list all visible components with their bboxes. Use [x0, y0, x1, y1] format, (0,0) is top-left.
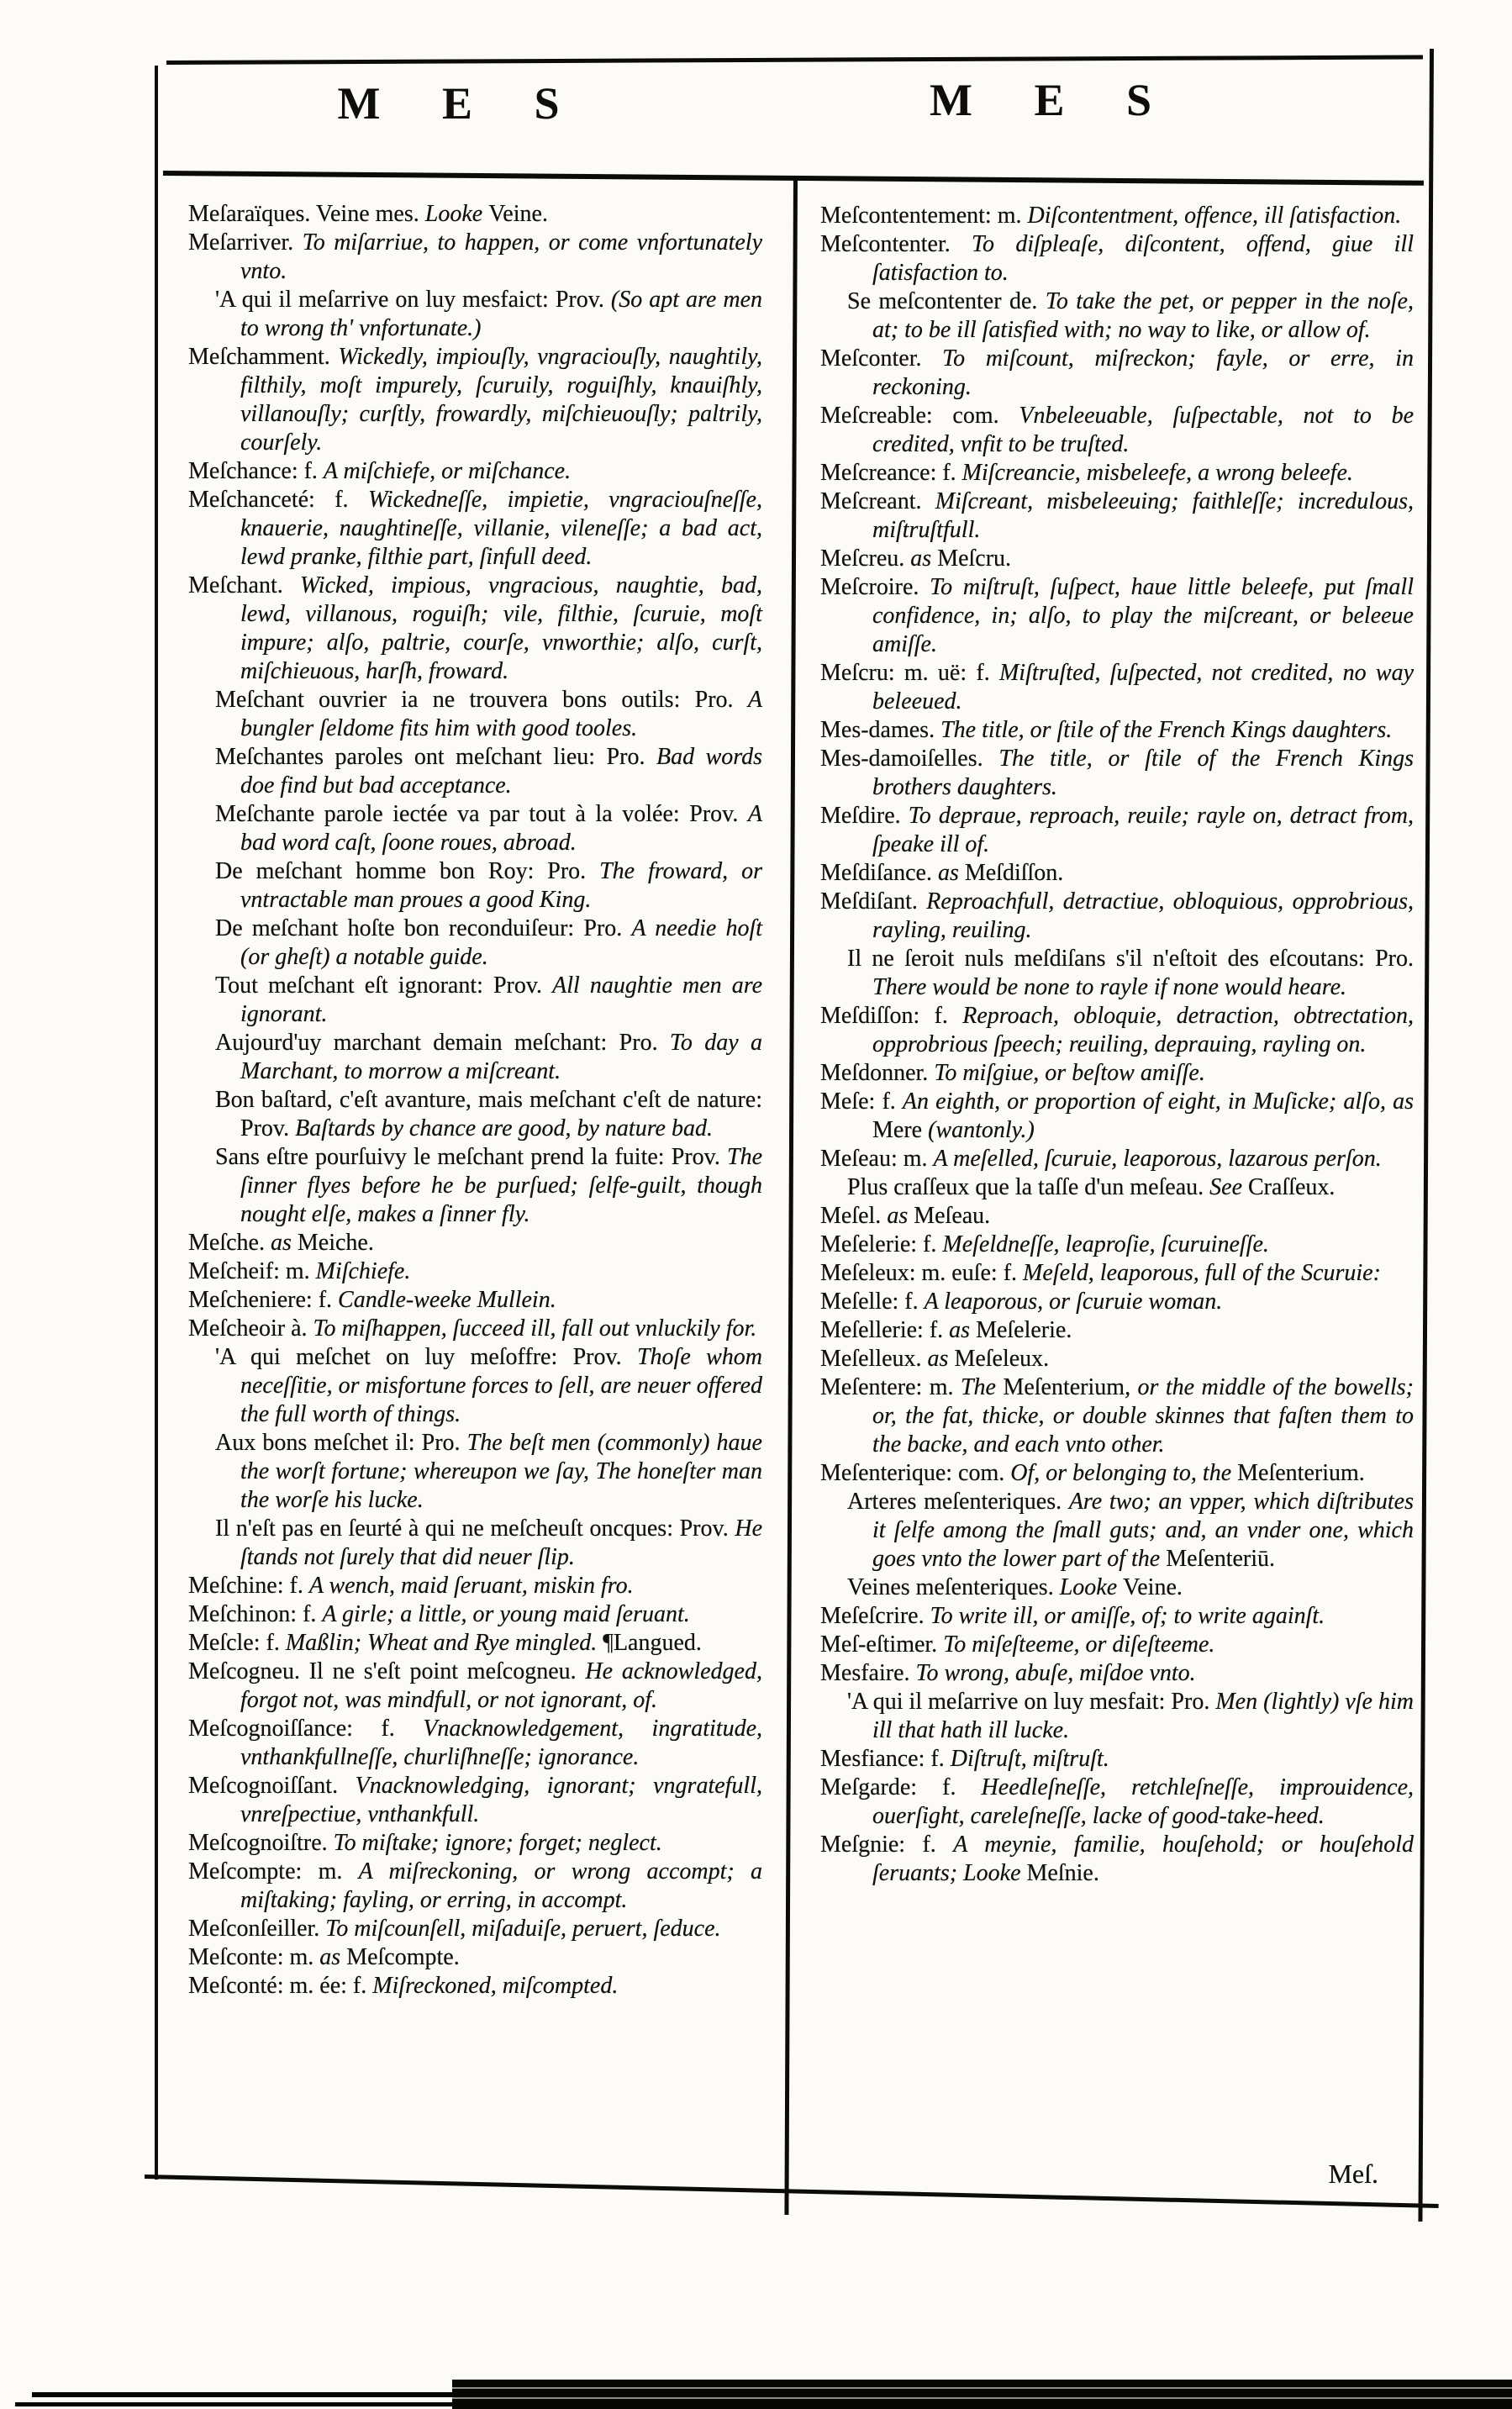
dictionary-subentry [188, 1429, 762, 1515]
entry-headword-text: Meſchinon: f. [188, 1601, 323, 1627]
entry-gloss-text: Thoſe whom neceſſitie, or misfortune forces to ſell, are neuer offered the full worth of things. [240, 1344, 762, 1427]
entry-gloss-text: He acknowledged, forgot not, was mindfull, or not ignorant, of. [240, 1658, 762, 1713]
entry-headword-text: Meſcheif: m. [188, 1258, 316, 1284]
entry-headword-text: Meſcreable: com. [820, 403, 1019, 429]
running-head-right: M E S [929, 75, 1177, 125]
entry-headword-text: Meſchant ouvrier ia ne trouvera bons outils: Pro. [215, 687, 748, 713]
entry-gloss-text: Miſcreant, misbeleeuing; faithleſſe; incredulous, miſtruſtfull. [872, 488, 1414, 543]
entry-gloss-text: He ſtands not ſurely that did neuer ſlip. [240, 1516, 762, 1570]
entry-gloss-text: , or the middle of the bowells; or, the fat, thicke, or double skinnes that faſten them to the backe, and each vnto other. [872, 1374, 1414, 1458]
entry-gloss-text: There would be none to rayle if none would heare. [872, 974, 1347, 1000]
entry-headword-text: Meſchance: f. [188, 458, 324, 484]
dictionary-subentry [820, 287, 1414, 345]
entry-gloss-text: Wicked, impious, vngracious, naughtie, bad, lewd, villanous, roguiſh; vile, filthie, ſcuruie, moſt impure; alſo, paltrie, courſe, vnworthie; alſo, curſt, miſchieuous, harſh, froward. [240, 572, 762, 684]
dictionary-column-right [820, 202, 1414, 1888]
dictionary-entry [188, 1943, 762, 1972]
dictionary-entry [188, 200, 762, 229]
dictionary-entry [820, 1745, 1414, 1774]
entry-headword-text: Meſcognoiſſant. [188, 1773, 356, 1799]
dictionary-entry [188, 1972, 762, 2000]
entry-headword-text: Meſenteriū. [1166, 1546, 1276, 1572]
entry-headword-text: Meſcroire. [820, 574, 930, 600]
entry-gloss-text: Vnacknowledging, ignorant; vngratefull, vnreſpectiue, vnthankfull. [240, 1773, 762, 1827]
dictionary-entry [820, 745, 1414, 802]
entry-gloss-text: Bad words doe find but bad acceptance. [240, 744, 762, 799]
dictionary-entry [820, 716, 1414, 745]
entry-headword-text: 'A qui meſchet on luy meſoffre: Prov. [215, 1344, 637, 1370]
entry-headword-text: Meſdiſance. [820, 860, 938, 886]
scan-artifact-line [32, 2392, 452, 2397]
dictionary-entry [188, 1658, 762, 1715]
entry-gloss-text: The froward, or vntractable man proues a good King. [240, 858, 762, 913]
entry-headword-text: Meſnie. [1026, 1860, 1099, 1886]
entry-gloss-text: as [937, 860, 965, 886]
dictionary-entry [820, 1145, 1414, 1173]
dictionary-entry [820, 802, 1414, 859]
entry-gloss-text: as [887, 1203, 914, 1229]
dictionary-entry [820, 659, 1414, 716]
entry-headword-text: Meiche. [297, 1230, 374, 1256]
entry-headword-text: De meſchant homme bon Roy: Pro. [215, 858, 600, 884]
entry-headword-text: Meſchamment. [188, 344, 339, 370]
entry-headword-text: Meſcle: f. [188, 1630, 286, 1656]
entry-headword-text: Meſche. [188, 1230, 271, 1256]
dictionary-entry [188, 1715, 762, 1772]
entry-gloss-text: To miſtruſt, ſuſpect, haue little beleefe, put ſmall confidence, in; alſo, to play the miſcreant, or beleeue amiſſe. [872, 574, 1414, 657]
entry-headword-text: Tout meſchant eſt ignorant: Prov. [215, 973, 553, 999]
entry-gloss-text: See [1209, 1174, 1248, 1200]
dictionary-entry [188, 1915, 762, 1943]
entry-headword-text: Meſel. [820, 1203, 888, 1229]
entry-headword-text: Meſcreance: f. [820, 460, 962, 486]
entry-gloss-text: Diſcontentment, offence, ill ſatisfaction. [1027, 203, 1402, 229]
dictionary-entry [188, 1257, 762, 1286]
entry-headword-text: Meſcheniere: f. [188, 1287, 339, 1313]
dictionary-entry [820, 1373, 1414, 1459]
entry-headword-text: Meſdonner. [820, 1060, 935, 1086]
frame-top-rule [166, 55, 1423, 65]
entry-gloss-text: To miſcounſell, miſaduiſe, peruert, ſeduce. [325, 1916, 721, 1942]
entry-headword-text: Meſcreant. [820, 488, 935, 514]
entry-gloss-text: Wickedneſſe, impietie, vngraciouſneſſe, knauerie, naughtineſſe, villanie, vileneſſe; a bad act, lewd pranke, filthie part, ſinfull deed. [240, 487, 762, 570]
dictionary-subentry [188, 1029, 762, 1086]
entry-headword-text: Meſcheoir à. [188, 1315, 313, 1342]
dictionary-entry [188, 1829, 762, 1858]
entry-gloss-text: Vnacknowledgement, ingratitude, vnthankfullneſſe, churliſhneſſe; ignorance. [240, 1716, 762, 1770]
entry-headword-text: Meſgarde: f. [820, 1774, 982, 1800]
entry-headword-text: Meſcognoiſſance: f. [188, 1716, 424, 1742]
entry-headword-text: Aux bons meſchet il: Pro. [215, 1430, 467, 1456]
dictionary-entry [820, 1345, 1414, 1373]
dictionary-entry [820, 459, 1414, 488]
entry-headword-text: Meſcreu. [820, 546, 911, 572]
entry-gloss-text: Reproach, obloquie, detraction, obtrectation, opprobrious ſpeech; reuiling, deprauing, rayling on. [872, 1003, 1414, 1057]
entry-gloss-text: Vnbeleeuable, ſuſpectable, not to be credited, vnfit to be truſted. [872, 403, 1415, 457]
entry-headword-text: Meſchant. [188, 572, 301, 598]
entry-gloss-text: All naughtie men are ignorant. [240, 973, 763, 1027]
entry-gloss-text: as [927, 1346, 955, 1372]
entry-headword-text: Mesfaire. [820, 1660, 916, 1686]
entry-headword-text: Meſcontenter. [820, 231, 972, 257]
frame-right-rule [1418, 49, 1434, 2222]
entry-gloss-text: The beſt men (commonly) haue the worſt fortune; whereupon we ſay, The honeſter man the worſe his lucke. [240, 1430, 762, 1513]
entry-gloss-text: To take the pet, or pepper in the noſe, at; to be ill ſatisfied with; no way to like, or allow of. [872, 288, 1414, 343]
entry-headword-text: Meſchantes paroles ont meſchant lieu: Pro. [215, 744, 656, 770]
entry-headword-text: Meſchante parole iectée va par tout à la volée: Prov. [215, 801, 748, 827]
entry-headword-text: Meſdire. [820, 803, 909, 829]
entry-headword-text: Se meſcontenter de. [847, 288, 1046, 314]
entry-headword-text: Sans eſtre pourſuivy le meſchant prend la fuite: Prov. [215, 1144, 727, 1170]
entry-gloss-text: To miſhappen, ſucceed ill, fall out vnluckily for. [313, 1315, 757, 1342]
dictionary-subentry [188, 1086, 762, 1143]
entry-headword-text: Mes-dames. [820, 717, 941, 743]
entry-headword-text: Il ne ſeroit nuls meſdiſans s'il n'eſtoit des eſcoutans: Pro. [847, 946, 1414, 972]
dictionary-entry [820, 888, 1414, 945]
dictionary-subentry [188, 286, 762, 343]
dictionary-entry [188, 1229, 762, 1257]
entry-headword-text: Mesfiance: f. [820, 1746, 951, 1772]
entry-gloss-text: To miſarriue, to happen, or come vnfortunately vnto. [240, 229, 762, 284]
dictionary-subentry [188, 1143, 762, 1229]
entry-headword-text: Meſeleux: m. euſe: f. [820, 1260, 1024, 1286]
entry-headword-text: Meſchine: f. [188, 1573, 309, 1599]
entry-gloss-text: To miſgiue, or beſtow amiſſe. [934, 1060, 1205, 1086]
entry-headword-text: Meſdiſant. [820, 888, 927, 915]
dictionary-entry [820, 545, 1414, 573]
dictionary-entry [188, 572, 762, 686]
dictionary-entry [188, 1572, 762, 1600]
entry-gloss-text: Are two; an vpper, which diſtributes it ſelfe among the ſmall guts; and, an vnder one, which goes vnto the lower part of the [872, 1489, 1414, 1572]
entry-headword-text: Meſeau. [914, 1203, 991, 1229]
dictionary-entry [820, 1088, 1414, 1145]
dictionary-entry [820, 1659, 1414, 1688]
dictionary-entry [820, 1002, 1414, 1059]
entry-gloss-text: To wrong, abuſe, miſdoe vnto. [915, 1660, 1196, 1686]
dictionary-entry [188, 1600, 762, 1629]
dictionary-entry [820, 1202, 1414, 1231]
entry-gloss-text: Miſtruſted, ſuſpected, not credited, no way beleeued. [872, 660, 1414, 714]
entry-gloss-text: To write ill, or amiſſe, of; to write againſt. [930, 1603, 1325, 1629]
entry-gloss-text: A miſchiefe, or miſchance. [323, 458, 572, 484]
dictionary-subentry [188, 800, 762, 857]
entry-gloss-text: A bad word caſt, ſoone roues, abroad. [240, 801, 762, 856]
entry-headword-text: Meſcogneu. Il ne s'eſt point meſcogneu. [188, 1658, 586, 1684]
entry-gloss-text: To miſcount, miſreckon; fayle, or erre, in reckoning. [872, 345, 1414, 400]
entry-headword-text: Veine. [1123, 1574, 1183, 1600]
dictionary-entry [820, 1602, 1414, 1631]
entry-headword-text: Meſ-eſtimer. [820, 1631, 944, 1658]
dictionary-entry [188, 1629, 762, 1658]
catchword: Meſ. [1328, 2159, 1378, 2189]
dictionary-subentry [820, 1688, 1414, 1745]
entry-headword-text: ¶Langued. [603, 1630, 702, 1656]
entry-gloss-text: Wickedly, impiouſly, vngraciouſly, naughtily, filthily, moſt impurely, ſcuruily, roguiſhly, knauiſhly, villanouſly; curſtly, frowardly, miſchieuouſly; paltrily, courſely. [240, 344, 762, 456]
dictionary-entry [820, 1316, 1414, 1345]
entry-headword-text: 'A qui il meſarrive on luy mesfait: Pro. [847, 1689, 1216, 1715]
entry-headword-text: Bon baſtard, c'eſt avanture, mais meſchant c'eſt de nature: Prov. [215, 1087, 762, 1141]
dictionary-entry [188, 1858, 762, 1915]
entry-headword-text: Meſcompte. [346, 1944, 460, 1970]
dictionary-entry [188, 343, 762, 457]
dictionary-entry [820, 1231, 1414, 1259]
entry-gloss-text: A bungler ſeldome fits him with good tooles. [240, 687, 762, 741]
entry-headword-text: Meſellerie: f. [820, 1317, 950, 1343]
dictionary-entry [820, 402, 1414, 459]
dictionary-subentry [820, 1173, 1414, 1202]
dictionary-entry [820, 1259, 1414, 1288]
entry-gloss-text: Baſtards by chance are good, by nature bad. [295, 1115, 713, 1141]
entry-headword-text: Meſcontentement: m. [820, 203, 1028, 229]
entry-headword-text: Meſdiſſon: f. [820, 1003, 963, 1029]
running-head-left: M E S [337, 78, 585, 129]
entry-gloss-text: Miſcreancie, misbeleefe, a wrong beleefe. [961, 460, 1353, 486]
entry-gloss-text: Reproachfull, detractiue, obloquious, opprobrious, rayling, reuiling. [872, 888, 1414, 943]
entry-gloss-text: Candle-weeke Mullein. [338, 1287, 556, 1313]
entry-gloss-text: Maßlin; Wheat and Rye mingled. [285, 1630, 603, 1656]
entry-headword-text: Veines meſenteriques. [847, 1574, 1060, 1600]
entry-headword-text: Meſe: f. [820, 1089, 903, 1115]
entry-gloss-text: To miſtake; ignore; forget; neglect. [333, 1830, 662, 1856]
dictionary-entry [188, 486, 762, 572]
dictionary-subentry [188, 857, 762, 915]
entry-headword-text: Meſcru. [937, 546, 1012, 572]
dictionary-subentry [188, 915, 762, 972]
dictionary-subentry [820, 1573, 1414, 1602]
dictionary-subentry [188, 972, 762, 1029]
entry-headword-text: Veine. [488, 201, 548, 227]
entry-gloss-text: Looke [1059, 1574, 1124, 1600]
entry-gloss-text: Men (lightly) vſe him ill that hath ill lucke. [872, 1689, 1414, 1743]
entry-headword-text: Meſeau: m. [820, 1146, 934, 1172]
dictionary-subentry [188, 743, 762, 800]
dictionary-column-left [188, 200, 762, 2000]
entry-headword-text: Meſelleux. [820, 1346, 928, 1372]
dictionary-subentry [820, 945, 1414, 1002]
entry-gloss-text: The title, or ſtile of the French Kings brothers daughters. [872, 746, 1415, 800]
entry-headword-text: Craſſeux. [1248, 1174, 1336, 1200]
dictionary-subentry [820, 1488, 1414, 1573]
entry-headword-text: Meſelerie. [976, 1317, 1072, 1343]
entry-gloss-text: To diſpleaſe, diſcontent, offend, giue ill ſatisfaction to. [872, 231, 1414, 286]
entry-gloss-text: as [270, 1230, 298, 1256]
entry-gloss-text: A meynie, familie, houſehold; or houſehold ſeruants; Looke [872, 1832, 1414, 1886]
dictionary-entry [188, 1315, 762, 1343]
dictionary-subentry [188, 1343, 762, 1429]
entry-headword-text: Il n'eſt pas en ſeurté à qui ne meſcheuſt oncques: Prov. [215, 1516, 735, 1542]
dictionary-entry [820, 1288, 1414, 1316]
scan-artifact-line [15, 2402, 454, 2406]
entry-gloss-text: Of, or belonging to, the [1010, 1460, 1238, 1486]
entry-gloss-text: Diſtruſt, miſtruſt. [950, 1746, 1109, 1772]
dictionary-entry [820, 230, 1414, 287]
entry-gloss-text: To depraue, reproach, reuile; rayle on, detract from, ſpeake ill of. [872, 803, 1414, 857]
entry-headword-text: Meſconte: m. [188, 1944, 320, 1970]
dictionary-subentry [188, 686, 762, 743]
dictionary-entry [820, 1459, 1414, 1488]
entry-headword-text: Arteres meſenteriques. [847, 1489, 1069, 1515]
dictionary-entry [820, 859, 1414, 888]
entry-headword-text: Meſconté: m. ée: f. [188, 1973, 373, 1999]
entry-headword-text: Meſcompte: m. [188, 1858, 359, 1885]
scan-artifact-block [452, 2380, 1512, 2409]
entry-gloss-text: (So apt are men to wrong th' vnfortunate.) [240, 287, 762, 341]
dictionary-entry [820, 488, 1414, 545]
dictionary-entry [188, 1286, 762, 1315]
entry-gloss-text: Miſreckoned, miſcompted. [372, 1973, 619, 1999]
entry-headword-text: Mere [872, 1117, 929, 1143]
dictionary-entry [820, 1059, 1414, 1088]
entry-headword-text: 'A qui il meſarrive on luy mesfaict: Prov. [215, 287, 611, 313]
entry-gloss-text: A needie hoſt (or gheſt) a notable guide. [240, 915, 763, 970]
entry-headword-text: Meſenterium. [1237, 1460, 1365, 1486]
entry-gloss-text: The title, or ſtile of the French Kings daughters. [940, 717, 1393, 743]
entry-headword-text: Meſcognoiſtre. [188, 1830, 334, 1856]
entry-headword-text: Meſdiſſon. [964, 860, 1064, 886]
entry-headword-text: Mes-damoiſelles. [820, 746, 999, 772]
entry-headword-text: Meſconter. [820, 345, 943, 372]
dictionary-entry [820, 1831, 1414, 1888]
dictionary-entry [820, 573, 1414, 659]
entry-headword-text: Meſeleux. [954, 1346, 1050, 1372]
entry-gloss-text: Meſeld, leaporous, full of the Scuruie: [1023, 1260, 1381, 1286]
entry-gloss-text: The [960, 1374, 1004, 1400]
dictionary-entry [188, 1772, 762, 1829]
entry-gloss-text: Heedleſneſſe, retchleſneſſe, improuidence, ouerſight, careleſneſſe, lacke of good-take-heed. [872, 1774, 1414, 1829]
entry-headword-text: De meſchant hoſte bon reconduiſeur: Pro. [215, 915, 632, 941]
entry-headword-text: Aujourd'uy marchant demain meſchant: Pro. [215, 1030, 670, 1056]
entry-gloss-text: Miſchiefe. [315, 1258, 411, 1284]
entry-gloss-text: An eighth, or proportion of eight, in Muſicke; alſo, as [902, 1089, 1414, 1115]
entry-gloss-text: Looke [424, 201, 489, 227]
entry-headword-text: Meſconſeiller. [188, 1916, 326, 1942]
entry-gloss-text: A girle; a little, or young maid ſeruant. [322, 1601, 690, 1627]
dictionary-entry [188, 457, 762, 486]
column-divider-rule [784, 177, 798, 2215]
entry-headword-text: Meſenterium [1003, 1374, 1125, 1400]
dictionary-subentry [188, 1515, 762, 1572]
entry-gloss-text: A meſelled, ſcuruie, leaporous, lazarous perſon. [933, 1146, 1382, 1172]
entry-gloss-text: A miſreckoning, or wrong accompt; a miſtaking; fayling, or erring, in accompt. [240, 1858, 763, 1913]
entry-gloss-text: as [949, 1317, 977, 1343]
entry-headword-text: Meſarriver. [188, 229, 303, 256]
entry-headword-text: Meſelerie: f. [820, 1231, 943, 1257]
entry-gloss-text: as [319, 1944, 347, 1970]
entry-gloss-text: To day a Marchant, to morrow a miſcreant. [240, 1030, 762, 1084]
entry-headword-text: Plus craſſeux que la taſſe d'un meſeau. [847, 1174, 1210, 1200]
dictionary-entry [188, 229, 762, 286]
entry-headword-text: Meſentere: m. [820, 1374, 961, 1400]
entry-headword-text: Meſaraïques. Veine mes. [188, 201, 425, 227]
frame-left-rule [155, 66, 158, 2180]
entry-headword-text: Meſeſcrire. [820, 1603, 930, 1629]
entry-gloss-text: (wantonly.) [928, 1117, 1035, 1143]
entry-gloss-text: A leaporous, or ſcuruie woman. [924, 1289, 1223, 1315]
entry-headword-text: Meſcru: m. uë: f. [820, 660, 999, 686]
dictionary-entry [820, 1774, 1414, 1831]
dictionary-entry [820, 345, 1414, 402]
entry-gloss-text: as [910, 546, 938, 572]
entry-gloss-text: The ſinner flyes before he be purſued; ſelfe-guilt, though nought elſe, makes a ſinner fly. [240, 1144, 762, 1227]
dictionary-entry [820, 1631, 1414, 1659]
entry-headword-text: Meſgnie: f. [820, 1832, 954, 1858]
dictionary-entry [820, 202, 1414, 230]
entry-gloss-text: Meſeldneſſe, leaproſie, ſcuruineſſe. [942, 1231, 1269, 1257]
entry-headword-text: Meſenterique: com. [820, 1460, 1011, 1486]
entry-gloss-text: To miſeſteeme, or diſeſteeme. [943, 1631, 1215, 1658]
entry-headword-text: Meſelle: f. [820, 1289, 925, 1315]
entry-gloss-text: A wench, maid ſeruant, miskin fro. [308, 1573, 634, 1599]
entry-headword-text: Meſchanceté: f. [188, 487, 368, 513]
